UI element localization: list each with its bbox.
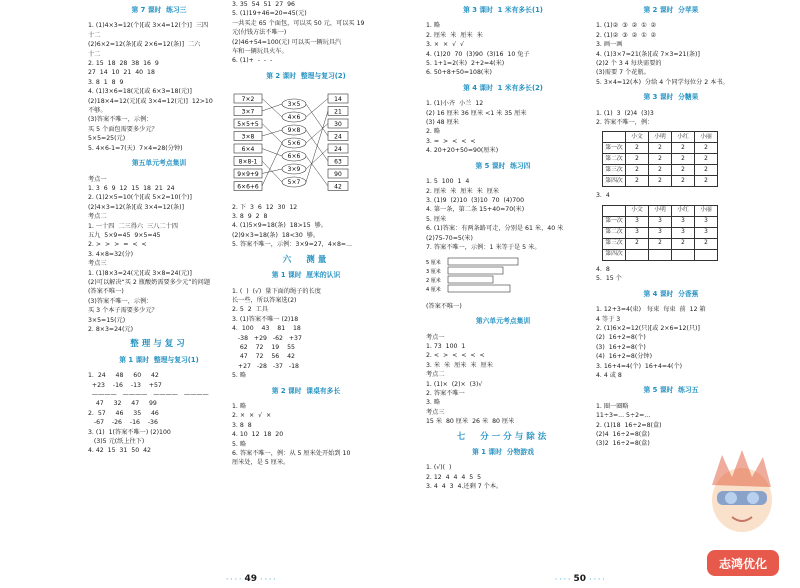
table-row [603, 238, 718, 249]
answer-line: 3. 略 [426, 399, 441, 407]
answer-line: 4 等于 3 [596, 315, 621, 323]
column-2 [232, 0, 380, 588]
answer-line: 1. (1) 3 (2)4 (3)3 [596, 109, 654, 117]
answer-line: (2)18×4=12(元)[或 3×4=12(元)] 12>10 [88, 97, 213, 105]
answer-line: 1. (√)( ) [426, 464, 452, 472]
page-number-left: · · · · 49 · · · · [226, 574, 276, 584]
section-heading: 第 7 课时 练习三 [131, 6, 187, 14]
section-heading: 第 4 课时 1 米有多长(2) [463, 83, 543, 92]
answer-line: 2. (1)② ③ ② ① ② [596, 31, 657, 39]
match-mid-item: 5×7 [287, 179, 301, 187]
answer-line: 考点一 [426, 333, 445, 341]
table-cell: 3 [626, 216, 649, 227]
answer-line: 1. (1)② ③ ② ① ② [596, 22, 657, 30]
table-cell: 第四次 [603, 249, 626, 260]
answer-line: 4. 第一条，第二条 15+40=70(米) [426, 206, 525, 214]
table-cell [672, 249, 695, 260]
match-right-item: 90 [334, 171, 342, 179]
answer-line: 5×5=25(元) [88, 135, 126, 143]
table-row [603, 249, 718, 260]
answer-line: 1. (1)4×3=12(个)[或 3×4=12(个)] 三四 [88, 22, 209, 30]
table-cell: 第一次 [603, 143, 626, 154]
answer-line: 5. 4×6-1=7(天) 7×4=28(分钟) [88, 144, 183, 152]
table-cell: 3 [672, 227, 695, 238]
section-heading: 第 4 课时 分香蕉 [643, 289, 699, 298]
match-mid-item: 9×8 [287, 127, 301, 135]
answer-line: 3. (1)答案不唯一 (2)18 [232, 315, 299, 323]
answer-line: 3. 画一画 [596, 41, 623, 49]
table-cell [649, 249, 672, 260]
table-cell: 2 [695, 176, 718, 187]
table-cell: 2 [649, 165, 672, 176]
answer-line: (2)6×2=12(条)[或 2×6=12(条)] 二六 [88, 41, 201, 49]
table-row [603, 216, 718, 227]
answer-line: ———— ———— ———— ———— [88, 391, 209, 399]
table-cell: 3 [649, 216, 672, 227]
bar-label: 4 厘米 [426, 287, 441, 294]
answer-line: 3. 8 1 8 9 [88, 78, 124, 86]
answer-line: 车和一辆玩具火车。 [232, 48, 288, 56]
answer-line: 3. 16+4=4(个) 16+4=4(个) [596, 362, 683, 370]
answer-line: 2. 8×3=24(元) [88, 326, 134, 333]
table-row [603, 227, 718, 238]
answer-line: 4. 10 12 18 20 [232, 431, 284, 439]
answer-line: 4. (1)3×7=21(条)[或 7×3=21(条)] [596, 50, 700, 58]
answer-line: (2) 16+2=8(个) [596, 334, 646, 342]
answer-line: 1. 73 100 1 [426, 342, 466, 350]
answer-line: 11÷3=... 5÷2=... [596, 412, 651, 420]
answer-line: 1. 3 6 9 12 15 18 21 24 [88, 184, 175, 192]
table-row [603, 176, 718, 187]
section-heading: 第 2 课时 分苹果 [643, 6, 699, 14]
answer-line: 5. 15 个 [596, 275, 622, 283]
table-cell: 2 [672, 143, 695, 154]
answer-line: 5. 略 [232, 372, 247, 380]
answer-line: (2)9×3=18(条) 18<30 够。 [232, 231, 320, 239]
section-heading: 第五单元考点集训 [131, 159, 187, 168]
match-right-item: 42 [334, 183, 342, 191]
answer-line: -67 -26 -16 -36 [88, 419, 158, 427]
table-cell: 2 [626, 176, 649, 187]
answer-line: 4. (1)5×9=18(条) 18>15 够。 [232, 222, 327, 230]
answer-line: 2. 15 18 28 38 16 9 [88, 60, 159, 68]
answer-line: 五九 5×9=45 9×5=45 [88, 231, 161, 239]
answer-line: 3. 米 米 厘米 米 厘米 [426, 361, 493, 369]
section-heading: 第六单元考点集训 [475, 317, 531, 326]
table-cell: 2 [626, 143, 649, 154]
table-cell: 2 [672, 238, 695, 249]
answer-line: 1. 一十四 二三得六 三八二十四 [88, 222, 178, 230]
answer-line: 4. 42 15 31 50 42 [88, 447, 151, 455]
answer-line: 5. 略 [232, 440, 247, 448]
answer-line: 十二 [88, 31, 101, 39]
answer-line: 2. < > < < < < [426, 352, 485, 360]
answer-line: 考点三 [88, 260, 107, 268]
match-mid-item: 3×9 [287, 166, 301, 174]
answer-line: 3. × × √ √ [426, 41, 464, 49]
answer-line: 27 14 10 21 40 18 [88, 69, 155, 77]
answer-line: 2. > > > = < < [88, 241, 147, 249]
table-cell: 2 [672, 165, 695, 176]
answer-line: 5. 1+1=2(米) 2+2=4(米) [426, 60, 505, 68]
answer-line: (2)4 16÷2=8(盒) [596, 430, 650, 438]
column-1 [88, 0, 230, 588]
table-cell: 第二次 [603, 227, 626, 238]
match-mid-item: 4×6 [287, 114, 301, 122]
answer-line: 3. 35 54 51 27 96 [232, 1, 295, 8]
answer-line: 47 72 56 42 [232, 353, 295, 361]
answer-line: (2)4×3=12(条)[或 3×4=12(条)] [88, 203, 185, 211]
answer-line: 4. 100 43 81 18 [232, 325, 301, 333]
answer-line: 1. 5 100 1 4 [426, 178, 470, 186]
answer-line: 3. 8 9 2 8 [232, 213, 268, 221]
answer-line: 15 米 80 厘米 26 米 80 厘米 [426, 418, 515, 426]
table-row [603, 143, 718, 154]
answer-line: 1. ( ) (√) 量下面的绳子的长度 [232, 287, 321, 295]
answer-line: 5. 答案不唯一，示例：3×9=27，4×8=... [232, 241, 353, 249]
answer-line: 2. (1)6×2=12(只)[或 2×6=12(只)] [596, 324, 700, 332]
answer-line: 6. (1)+ - - - [232, 57, 273, 65]
table-cell [695, 249, 718, 260]
table-cell: 2 [695, 165, 718, 176]
table-header-cell: 小明 [649, 205, 672, 216]
answer-line: 考点三 [426, 408, 445, 416]
table-cell: 3 [649, 227, 672, 238]
answer-line: 十二 [88, 50, 101, 58]
table-cell [626, 249, 649, 260]
section-heading: 第 1 课时 分物游戏 [472, 448, 534, 457]
answer-line: -38 +29 -62 +37 [232, 334, 302, 342]
match-right-item: 30 [334, 121, 342, 129]
table-row [603, 154, 718, 165]
table-header-cell: 小丽 [695, 205, 718, 216]
bar-label: 5 厘米 [426, 260, 441, 267]
answer-line: 买 3 个本子需要多少元？ [88, 307, 158, 315]
answer-line: 4. (1)20 70 (3)90 (3)16 10 兔子 [426, 50, 530, 58]
match-right-item: 24 [334, 133, 342, 141]
answer-line: 1. 略 [426, 22, 441, 30]
answer-line: 2. 12 4 4 4 5 5 [426, 473, 482, 481]
answer-line: 考点二 [426, 371, 445, 379]
answer-line: 6. (1)答案：有两条路可走，分别是 61 米，40 米 [426, 225, 564, 233]
answer-line: 2. 厘米 米 厘米 米 厘米 [426, 187, 500, 195]
table-header-cell: 小明 [649, 132, 672, 143]
answer-line: 3. (1)9 (2)10 (3)10 70 (4)700 [426, 196, 525, 204]
table-cell: 3 [672, 216, 695, 227]
answer-line: 考点一 [88, 175, 107, 183]
answer-line: 1. 24 48 60 42 [88, 372, 159, 380]
match-left-item: 7×2 [241, 96, 255, 104]
answer-line: 5. (1)19+46=20=45(元) [232, 10, 307, 18]
table-cell: 第三次 [603, 165, 626, 176]
answer-line: 考点二 [88, 213, 107, 221]
matching-diagram [232, 90, 352, 196]
page-50: 50 [573, 574, 587, 584]
answer-line: 4. 4 或 8 [596, 371, 622, 379]
section-heading: 第 2 课时 课桌有多长 [271, 386, 341, 395]
answer-line: (3)2 16÷2=8(盒) [596, 440, 650, 448]
section-heading: 第 1 课时 厘米的认识 [271, 271, 341, 280]
unit-heading: 整理与复习 [130, 339, 188, 350]
answer-line: 1. 12+3=4(束) 每束 每束 前 12 箱 [596, 306, 706, 314]
page-number-right: · · · · 50 · · · · [555, 574, 605, 584]
table-cell: 2 [626, 154, 649, 165]
answer-line: (答案不唯一) [88, 288, 124, 296]
answer-line: (2)46+54=100(元) 可以买一辆玩具汽 [232, 38, 342, 46]
answer-line: (3)答案不唯一，示例： [88, 297, 153, 305]
stamp-label: 志鸿优化 [718, 557, 768, 571]
answer-line: (4) 16+2=8(分钟) [596, 353, 653, 361]
match-right-item: 63 [334, 158, 342, 166]
answer-line: 62 72 19 55 [232, 343, 295, 351]
match-mid-item: 6×6 [287, 153, 301, 161]
table-cell: 第二次 [603, 154, 626, 165]
table-cell: 2 [649, 238, 672, 249]
table-cell: 第一次 [603, 216, 626, 227]
answer-line: +23 -16 -13 +57 [88, 381, 162, 389]
table-cell: 第三次 [603, 238, 626, 249]
match-right-item: 14 [334, 96, 342, 104]
answer-line: (3)需要 7 个花瓶。 [596, 69, 650, 77]
table-cell: 2 [649, 176, 672, 187]
table-cell: 2 [626, 238, 649, 249]
mascot-stamp [697, 445, 787, 585]
section-heading: 第 5 课时 练习四 [475, 161, 531, 170]
section-heading: 第 3 课时 1 米有多长(1) [463, 6, 543, 14]
table-header-cell: 小文 [626, 132, 649, 143]
candy-table-2 [602, 205, 718, 261]
table-cell: 3 [695, 227, 718, 238]
answer-line: 1. 圈一圈略 [596, 402, 629, 410]
table-cell: 2 [672, 154, 695, 165]
match-right-item: 21 [334, 108, 342, 116]
column-3 [426, 0, 580, 588]
answer-line: 5. 3×4=12(本) 分给 4 个同学每位分 2 本书。 [596, 78, 729, 86]
answer-line: 4. 8 [596, 265, 610, 273]
answer-line: 3. 4 4 3 4.还剩 7 个本。 [426, 483, 503, 491]
answer-line: (3) 48 厘米 [426, 119, 459, 127]
table-header-cell: 小红 [672, 205, 695, 216]
bar-length-diagram [426, 255, 526, 295]
answer-line: 元(付钱方法不唯一) [232, 29, 287, 37]
section-heading: 第 3 课时 分糖果 [643, 93, 699, 102]
answer-line: 3. 4×8=32(分) [88, 250, 134, 258]
bar-label: 3 厘米 [426, 269, 441, 276]
answer-line: (2)2 个 3 4 每块需要的 [596, 60, 662, 68]
answer-line: (2) 16 厘米 36 厘米 <1 米 35 厘米 [426, 109, 527, 117]
answer-line: 2. × × √ × [232, 412, 272, 420]
answer-line: 3. 4 [596, 192, 610, 200]
answer-line: 一共买走 65 个面包，可以买 50 元，可以买 19 [232, 19, 365, 27]
page-49: 49 [244, 574, 258, 584]
candy-table-1 [602, 131, 718, 187]
answer-line: 1. (1)小齐 小兰 12 [426, 100, 484, 108]
answer-line: 3. 8 8 [232, 421, 252, 429]
match-left-item: 6×4 [241, 146, 255, 154]
section-heading: 第 5 课时 练习五 [643, 386, 699, 395]
section-heading: 第 1 课时 整理与复习(1) [119, 355, 199, 364]
table-row [603, 165, 718, 176]
answer-line: 6. 答案不唯一，例：从 5 厘米处开始到 10 [232, 450, 351, 457]
answer-line: 买 5 个面包需要多少元？ [88, 125, 158, 133]
table-header-cell [603, 205, 626, 216]
answer-line: 3. (1) 1(答案不唯一) (2)100 [88, 428, 171, 436]
table-header-cell: 小文 [626, 205, 649, 216]
table-header-cell: 小丽 [695, 132, 718, 143]
answer-line: (3)5 元(纸上往下) [88, 438, 145, 446]
table-header-cell: 小红 [672, 132, 695, 143]
match-left-item: 3×8 [241, 133, 255, 141]
answer-line: 6. 50+8+50=108(米) [426, 69, 492, 77]
match-left-item: 5×5+5 [237, 121, 259, 129]
table-cell: 2 [649, 143, 672, 154]
answer-line: (2)75-70=5(米) [426, 234, 473, 242]
answer-line: (3) 16+2=8(个) [596, 343, 646, 351]
match-left-item: 6×6+6 [237, 183, 259, 191]
table-cell: 2 [649, 154, 672, 165]
match-left-item: 8×8-1 [238, 158, 258, 166]
answer-line: 2. 答案不唯一 [426, 390, 465, 397]
answer-line: 1. (1)× (2)× (3)√ [426, 380, 483, 388]
answer-line: 3. = > < < < [426, 137, 476, 145]
table-cell: 第四次 [603, 176, 626, 187]
answer-line: 2. 57 46 35 46 [88, 409, 159, 417]
answer-line: 2. 下 3 6 12 30 12 [232, 203, 298, 211]
match-right-item: 24 [334, 146, 342, 154]
answer-line: 2. (1)2×5=10(个)[或 5×2=10(个)] [88, 194, 192, 202]
answer-line: 4. (1)3×6=18(元)[或 6×3=18(元)] [88, 88, 192, 96]
unit-heading: 七 分一分与除法 [456, 431, 550, 442]
answer-line: 2. 略 [426, 128, 441, 136]
table-cell: 2 [695, 154, 718, 165]
answer-line: 1. (1)8×3=24(元)[或 3×8=24(元)] [88, 269, 192, 277]
answer-line: 7. 答案不唯一，示例：1 米等于是 5 米。 [426, 243, 541, 251]
answer-line: (2)可以解决“买 2 瓶酸奶需要多少元”的问题 [88, 278, 211, 286]
bar-label: 2 厘米 [426, 278, 441, 285]
table-cell: 2 [695, 238, 718, 249]
match-left-item: 3×7 [241, 108, 255, 116]
answer-line: (答案不唯一) [426, 302, 462, 310]
answer-line: 3×5=15(元) [88, 316, 126, 324]
answer-line: 1. 略 [232, 402, 247, 410]
answer-line: 厘米处，是 5 厘米。 [232, 459, 290, 467]
answer-line: 2. 5 2 工具 [232, 306, 268, 314]
table-header-cell [603, 132, 626, 143]
answer-line: 2. 答案不唯一，例： [596, 119, 654, 127]
answer-line: 不够。 [88, 107, 107, 115]
table-cell: 2 [672, 176, 695, 187]
match-left-item: 9×9+9 [237, 171, 259, 179]
answer-line: +27 -28 -37 -18 [232, 362, 299, 370]
match-mid-item: 5×6 [287, 140, 301, 148]
table-cell: 3 [695, 216, 718, 227]
unit-heading: 六 测量 [282, 254, 330, 265]
table-cell: 2 [695, 143, 718, 154]
answer-line: 4. 20+20+50=90(厘米) [426, 147, 499, 155]
answer-line: 5. 厘米 [426, 215, 447, 223]
match-mid-item: 3×5 [287, 101, 301, 109]
answer-line: 长一些，所以答案选(2) [232, 296, 297, 304]
section-heading: 第 2 课时 整理与复习(2) [266, 71, 346, 80]
answer-line: 2. (1)18 16÷2=8(盒) [596, 421, 662, 429]
answer-line: 47 32 47 99 [88, 400, 157, 408]
table-cell: 3 [626, 227, 649, 238]
table-cell: 2 [626, 165, 649, 176]
answer-line: (3)答案不唯一，示例： [88, 116, 153, 124]
answer-line: 2. 厘米 米 厘米 米 [426, 31, 483, 39]
